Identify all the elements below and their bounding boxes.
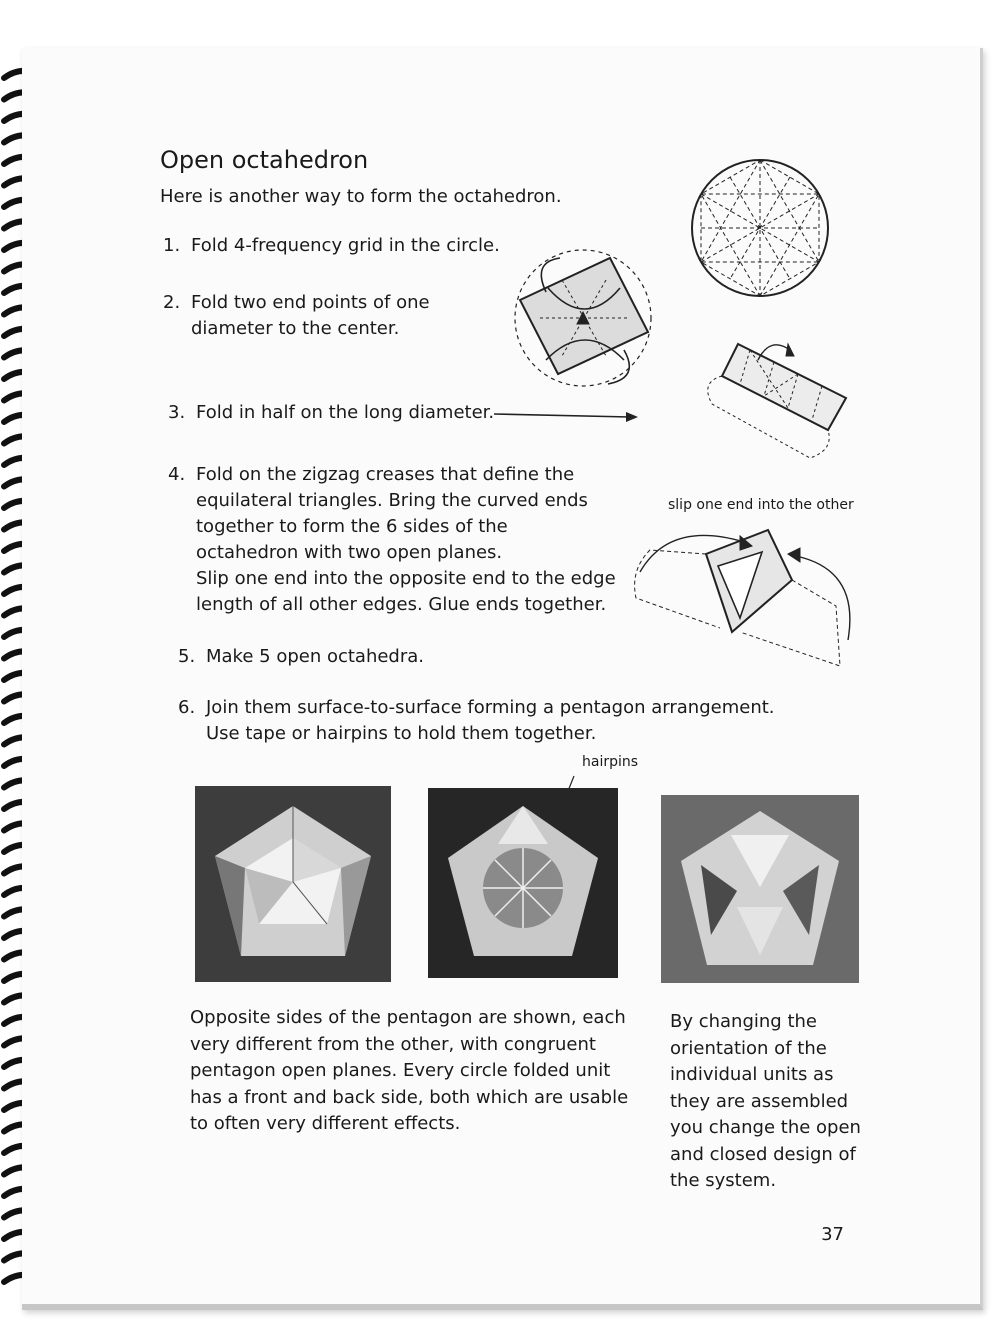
photo-pentagon-alt: [661, 795, 859, 983]
photo-pentagon-back: [428, 788, 618, 978]
step-line: Make 5 open octahedra.: [206, 646, 425, 667]
caption-line: individual units as: [670, 1064, 834, 1085]
photo-pentagon-front: [195, 786, 391, 982]
octahedron-diagram: [635, 530, 850, 666]
caption-line: you change the open: [670, 1117, 861, 1138]
circle-grid-diagram: [692, 160, 828, 296]
step-number: 3.: [168, 402, 186, 423]
intro-text: Here is another way to form the octahedron.: [160, 186, 562, 207]
step-line: Use tape or hairpins to hold them together.: [206, 723, 597, 744]
step-line: Fold 4-frequency grid in the circle.: [191, 235, 500, 256]
caption-line: pentagon open planes. Every circle folded unit: [190, 1060, 611, 1081]
step-number: 2.: [163, 292, 181, 313]
caption-right: [670, 1009, 861, 1195]
hairpins-label: hairpins: [582, 754, 639, 770]
step-line: Join them surface-to-surface forming a pentagon arrangement.: [206, 697, 775, 718]
page-number: 37: [821, 1224, 844, 1245]
caption-line: has a front and back side, both which are usable: [190, 1086, 629, 1108]
step-line: length of all other edges. Glue ends together.: [196, 594, 607, 615]
caption-line: and closed design of: [670, 1143, 856, 1165]
caption-line: to often very different effects.: [190, 1113, 461, 1134]
caption-line: orientation of the: [670, 1037, 827, 1059]
step-line: equilateral triangles. Bring the curved ends: [196, 490, 588, 511]
caption-line: very different from the other, with congruent: [190, 1033, 596, 1055]
step-number: 5.: [178, 646, 196, 667]
caption-line: Opposite sides of the pentagon are shown, each: [190, 1007, 626, 1028]
caption-line: they are assembled: [670, 1090, 849, 1112]
step-line: Slip one end into the opposite end to the edge: [196, 568, 616, 589]
step-line: diameter to the center.: [191, 318, 400, 339]
step-number: 4.: [168, 464, 186, 485]
step-line: Fold on the zigzag creases that define the: [196, 464, 575, 485]
step-3-arrow: [494, 412, 638, 422]
slip-label: slip one end into the other: [668, 497, 854, 513]
page-title: Open octahedron: [160, 146, 369, 174]
folded-strip-diagram: [708, 344, 846, 458]
step-line: Fold two end points of one: [191, 292, 430, 313]
step-number: 6.: [178, 697, 196, 718]
caption-line: By changing the: [670, 1011, 817, 1032]
caption-line: the system.: [670, 1170, 777, 1191]
step-number: 1.: [163, 235, 181, 256]
step-line: together to form the 6 sides of the: [196, 516, 508, 537]
caption-left: [190, 1005, 628, 1138]
step-line: octahedron with two open planes.: [196, 542, 503, 563]
fold-ends-diagram: [515, 250, 651, 386]
step-line: Fold in half on the long diameter.: [196, 402, 495, 423]
